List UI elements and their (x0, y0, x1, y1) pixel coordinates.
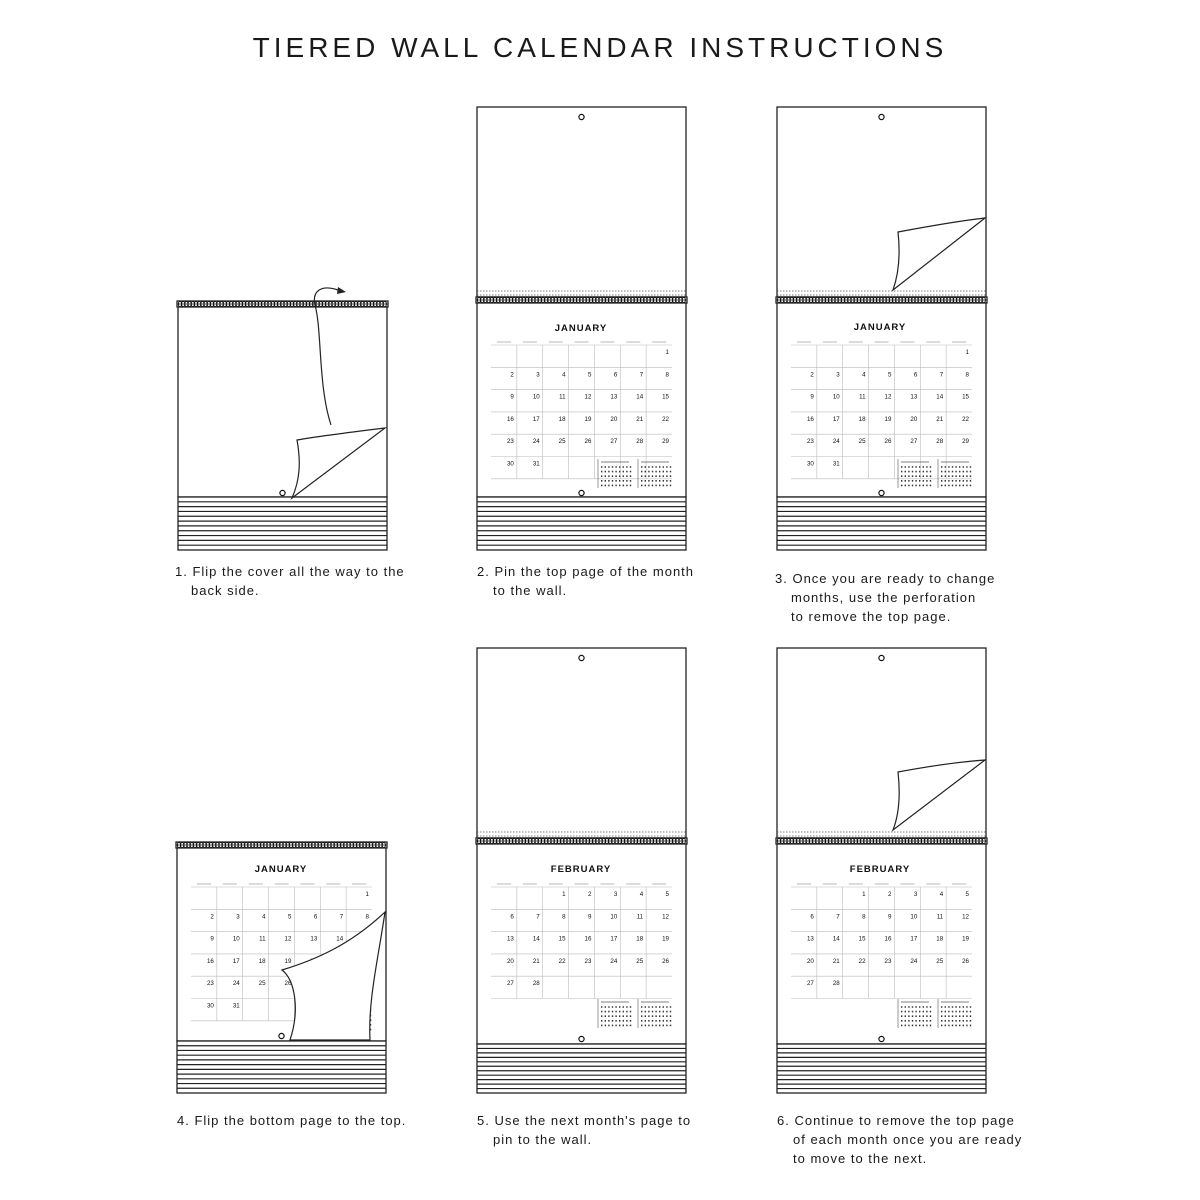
day-number: 18 (858, 415, 866, 423)
day-number: 3 (613, 891, 618, 898)
day-number: 5 (587, 371, 592, 379)
day-number: 30 (506, 460, 514, 468)
day-number: 28 (636, 438, 644, 446)
day-number: 20 (910, 415, 918, 423)
day-number: 14 (636, 393, 644, 401)
day-number: 23 (884, 957, 892, 965)
day-number: 4 (862, 371, 866, 379)
day-number: 15 (662, 393, 669, 401)
day-number: 21 (532, 957, 540, 965)
day-number: 29 (662, 438, 669, 446)
day-number: 1 (862, 891, 866, 898)
day-number: 18 (936, 935, 944, 943)
day-number: 8 (365, 913, 369, 921)
day-number: 2 (510, 371, 514, 379)
step-3-month-label: JANUARY (853, 322, 907, 333)
day-number: 8 (665, 371, 669, 379)
day-number: 16 (806, 415, 814, 423)
step-5-caption-line-2: pin to the wall. (493, 1132, 593, 1147)
day-number: 16 (584, 935, 592, 943)
step-4-month-label: JANUARY (254, 864, 308, 875)
step-1-caption-line-1: 1. Flip the cover all the way to the (175, 564, 405, 579)
step-4-caption-line-1: 4. Flip the bottom page to the top. (177, 1113, 407, 1128)
day-number: 19 (284, 957, 292, 965)
day-number: 2 (810, 371, 814, 379)
day-number: 25 (636, 957, 644, 965)
day-number: 17 (232, 957, 240, 965)
day-number: 8 (862, 913, 866, 921)
day-number: 12 (962, 913, 969, 921)
day-number: 2 (587, 891, 592, 898)
day-number: 19 (584, 415, 592, 423)
day-number: 4 (262, 913, 266, 921)
day-number: 1 (365, 891, 369, 898)
day-number: 26 (284, 980, 292, 988)
day-number: 12 (584, 393, 592, 401)
day-number: 21 (936, 415, 944, 423)
day-number: 6 (913, 371, 918, 379)
day-number: 10 (532, 393, 540, 401)
step-2-caption-line-1: 2. Pin the top page of the month (477, 564, 695, 579)
day-number: 24 (232, 980, 240, 988)
day-number: 13 (806, 935, 814, 943)
pin-hole (879, 1036, 884, 1041)
day-number: 20 (506, 957, 514, 965)
day-number: 4 (639, 891, 644, 898)
day-number: 12 (884, 393, 892, 401)
day-number: 4 (562, 371, 566, 379)
day-number: 28 (832, 980, 840, 988)
day-number: 7 (639, 371, 644, 379)
day-number: 22 (858, 957, 866, 965)
day-number: 13 (610, 393, 618, 401)
day-number: 7 (939, 371, 944, 379)
day-number: 31 (532, 460, 540, 468)
day-number: 13 (910, 393, 918, 401)
day-number: 3 (536, 371, 540, 379)
day-number: 18 (258, 957, 266, 965)
day-number: 6 (810, 913, 814, 921)
day-number: 22 (962, 415, 969, 423)
day-number: 30 (206, 1002, 214, 1010)
day-number: 27 (806, 980, 814, 988)
day-number: 15 (558, 935, 566, 943)
day-number: 14 (832, 935, 840, 943)
day-number: 7 (536, 913, 540, 921)
day-number: 16 (206, 957, 214, 965)
day-number: 10 (232, 935, 240, 943)
step-3-caption-line-2: months, use the perforation (791, 590, 977, 605)
day-number: 24 (532, 438, 540, 446)
day-number: 23 (806, 438, 814, 446)
day-number: 18 (636, 935, 644, 943)
day-number: 27 (610, 438, 618, 446)
day-number: 1 (965, 349, 969, 356)
day-number: 9 (810, 393, 814, 401)
day-number: 9 (587, 913, 592, 921)
day-number: 9 (210, 935, 214, 943)
day-number: 5 (965, 891, 969, 898)
step-2-month-label: JANUARY (554, 323, 608, 334)
day-number: 6 (313, 913, 318, 921)
day-number: 26 (584, 438, 592, 446)
day-number: 20 (610, 415, 618, 423)
day-number: 16 (884, 935, 892, 943)
day-number: 25 (936, 957, 944, 965)
step-1-caption-line-2: back side. (191, 583, 260, 598)
day-number: 3 (836, 371, 840, 379)
day-number: 12 (662, 913, 669, 921)
day-number: 5 (665, 891, 669, 898)
day-number: 29 (962, 438, 969, 446)
day-number: 25 (258, 980, 266, 988)
day-number: 23 (206, 980, 214, 988)
day-number: 25 (858, 438, 866, 446)
day-number: 14 (532, 935, 540, 943)
day-number: 14 (936, 393, 944, 401)
day-number: 9 (887, 913, 892, 921)
day-number: 24 (610, 957, 618, 965)
day-number: 9 (510, 393, 514, 401)
day-number: 8 (965, 371, 969, 379)
day-number: 2 (887, 891, 892, 898)
day-number: 23 (584, 957, 592, 965)
day-number: 24 (910, 957, 918, 965)
step-6-month-label: FEBRUARY (849, 864, 911, 875)
step-5-month-label: FEBRUARY (550, 864, 612, 875)
day-number: 17 (532, 415, 540, 423)
day-number: 3 (236, 913, 240, 921)
day-number: 12 (284, 935, 292, 943)
day-number: 6 (613, 371, 618, 379)
day-number: 26 (884, 438, 892, 446)
day-number: 2 (210, 913, 214, 921)
day-number: 26 (662, 957, 669, 965)
day-number: 11 (859, 393, 866, 401)
day-number: 20 (806, 957, 814, 965)
day-number: 10 (610, 913, 618, 921)
day-number: 11 (636, 913, 644, 921)
day-number: 22 (558, 957, 566, 965)
day-number: 17 (910, 935, 918, 943)
day-number: 19 (662, 935, 669, 943)
day-number: 4 (939, 891, 944, 898)
day-number: 17 (832, 415, 840, 423)
day-number: 6 (510, 913, 514, 921)
day-number: 10 (910, 913, 918, 921)
day-number: 15 (962, 393, 969, 401)
day-number: 19 (884, 415, 892, 423)
pin-hole (879, 655, 884, 660)
day-number: 30 (806, 460, 814, 468)
step-3-caption-line-3: to remove the top page. (791, 609, 952, 624)
day-number: 13 (310, 935, 318, 943)
day-number: 1 (562, 891, 566, 898)
day-number: 1 (665, 349, 669, 356)
day-number: 11 (259, 935, 266, 943)
day-number: 5 (287, 913, 292, 921)
day-number: 21 (832, 957, 840, 965)
day-number: 31 (832, 460, 840, 468)
step-6-caption-line-1: 6. Continue to remove the top page (777, 1113, 1015, 1128)
step-6-caption (777, 1111, 1022, 1168)
day-number: 8 (562, 913, 566, 921)
day-number: 27 (506, 980, 514, 988)
day-number: 25 (558, 438, 566, 446)
step-2-caption-line-2: to the wall. (493, 583, 568, 598)
day-number: 27 (910, 438, 918, 446)
day-number: 13 (506, 935, 514, 943)
day-number: 17 (610, 935, 618, 943)
step-3-caption-line-1: 3. Once you are ready to change (775, 571, 996, 586)
hanging-top-page (777, 648, 986, 838)
day-number: 7 (339, 913, 344, 921)
day-number: 11 (559, 393, 566, 401)
day-number: 11 (936, 913, 944, 921)
day-number: 28 (532, 980, 540, 988)
day-number: 18 (558, 415, 566, 423)
day-number: 24 (832, 438, 840, 446)
day-number: 21 (636, 415, 644, 423)
tier-stack (777, 1044, 986, 1093)
day-number: 7 (836, 913, 840, 921)
day-number: 19 (962, 935, 969, 943)
day-number: 22 (662, 415, 669, 423)
day-number: 5 (887, 371, 892, 379)
day-number: 23 (506, 438, 514, 446)
day-number: 14 (336, 935, 344, 943)
step-5-caption-line-1: 5. Use the next month's page to (477, 1113, 692, 1128)
day-number: 28 (936, 438, 944, 446)
day-number: 26 (962, 957, 969, 965)
day-number: 3 (913, 891, 918, 898)
day-number: 31 (232, 1002, 240, 1010)
day-number: 15 (858, 935, 866, 943)
day-number: 16 (506, 415, 514, 423)
step-6-caption-line-3: to move to the next. (793, 1151, 928, 1166)
step-6-caption-line-2: of each month once you are ready (793, 1132, 1023, 1147)
page-title: TIERED WALL CALENDAR INSTRUCTIONS (252, 32, 948, 63)
day-number: 10 (832, 393, 840, 401)
